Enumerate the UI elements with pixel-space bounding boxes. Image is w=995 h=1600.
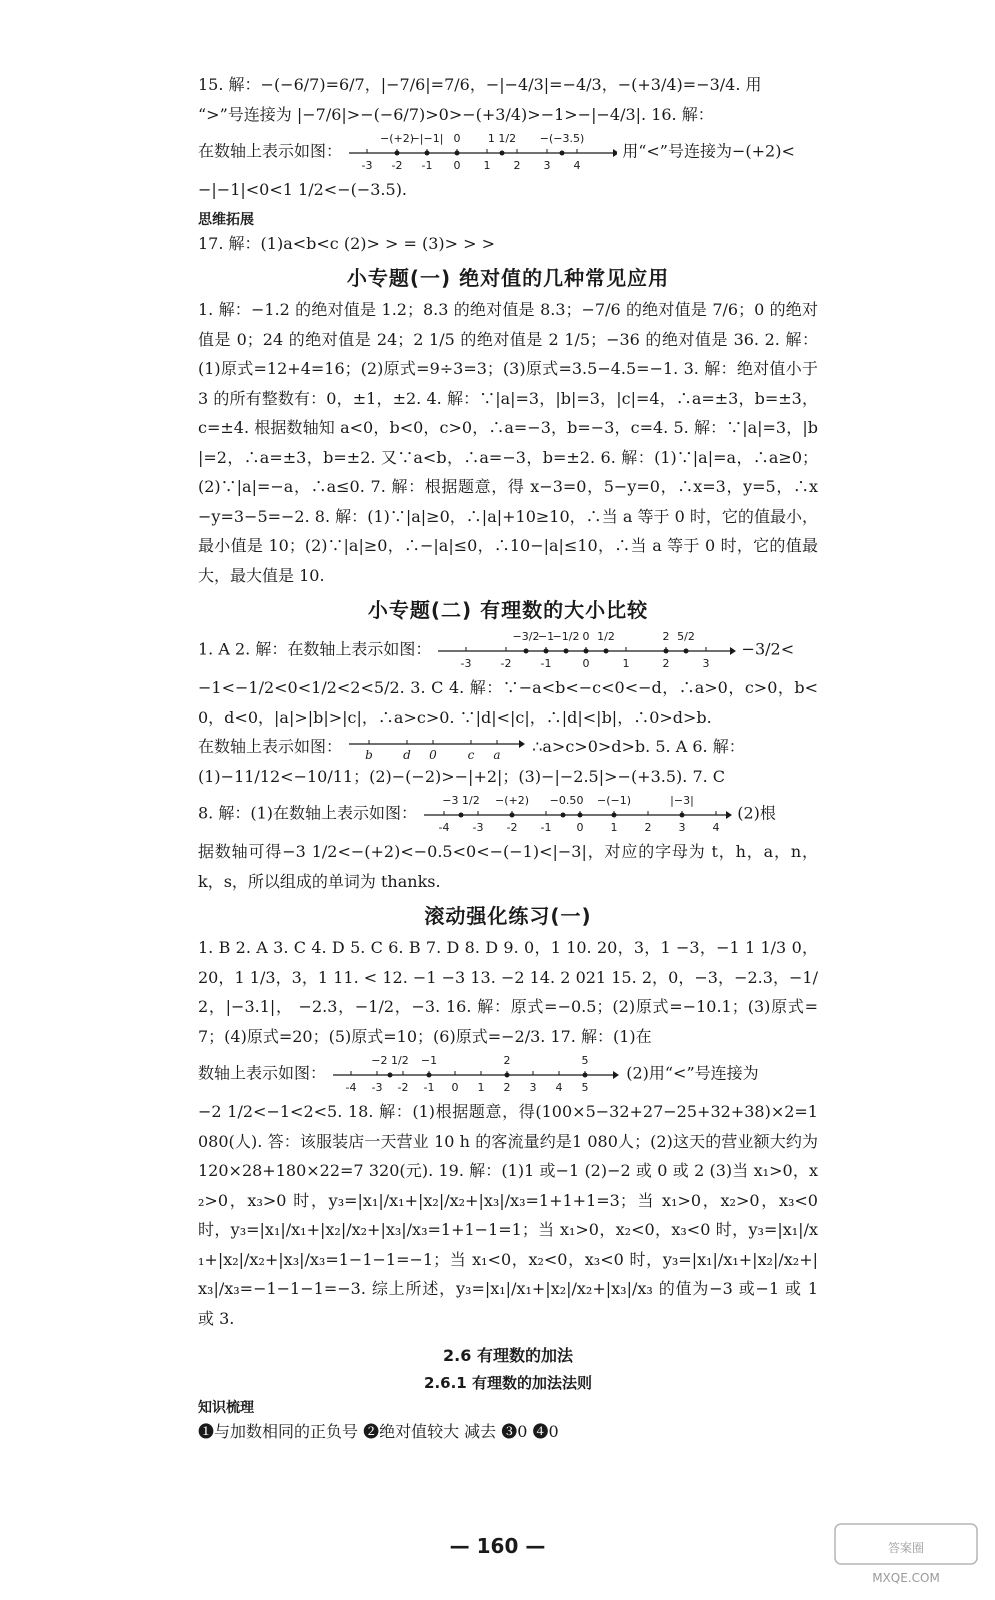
nl4-tick: -3 [472,821,484,834]
nl4-tick: -4 [438,821,450,834]
knowledge-items: ❶与加数相同的正负号 ❷绝对值较大 减去 ❸0 ❹0 [198,1422,559,1441]
number-line-2 [436,627,736,673]
answer-16-prefix: 在数轴上表示如图： [198,141,343,161]
nl5-tick: -1 [423,1081,435,1094]
number-line-5 [331,1051,621,1097]
watermark-logo [831,1520,981,1590]
number-line-3 [347,734,527,762]
st2-line3-prefix: 在数轴上表示如图： [198,737,343,756]
special-topic-2-line1 [198,627,818,673]
nl2-tick: -2 [500,657,512,670]
nl3-point: c [467,747,475,762]
watermark-line1: 答案圈 [887,1541,925,1555]
answer-15-line2: “>”号连接为 |−7/6|>−(−6/7)>0>−(+3/4)>−1>−|−4/3|. 16. 解： [198,104,714,124]
nl5-tick: 1 [477,1081,485,1094]
answer-15-line1: 15. 解：−(−6/7)=6/7，|−7/6|=7/6，−|−4/3|=−4/3，−(+3/4)=−3/4. 用 [198,75,762,94]
nl4-point: −3 1/2 [442,794,480,807]
special-topic-2-line2: −1<−1/2<0<1/2<2<5/2. 3. C 4. 解：∵−a<b<−c<0<−d，∴a>0，c>0，b<0，d<0，|a|>|b|>|c|，∴a>c>0. ∵|d|<|c|，∴|d|<|b|，∴0>d>b. [198,678,818,727]
nl3-point: b [365,747,373,762]
nl5-tick: 2 [503,1081,511,1094]
nl1-tick: -1 [421,159,433,172]
section-2-6-1-title: 2.6.1 有理数的加法法则 [424,1374,592,1392]
nl5-point: 2 [503,1054,511,1067]
st2-line5-prefix: 8. 解：(1)在数轴上表示如图： [198,803,418,823]
nl2-tick: 3 [702,657,710,670]
special-topic-2-title: 小专题(二) 有理数的大小比较 [367,598,649,622]
nl4-point: 0 [576,794,584,807]
watermark-line2: MXQE.COM [872,1571,940,1585]
st2-line5-suffix: (2)根 [737,803,776,823]
nl2-point: 1/2 [597,630,616,643]
nl4-point: |−3| [670,794,694,807]
nl4-tick: 1 [610,821,618,834]
nl4-tick: 4 [712,821,720,834]
nl1-tick: 2 [513,159,521,172]
nl1-point: 0 [453,132,461,145]
nl1-tick: -3 [361,159,373,172]
st2-line3-suffix: ∴a>c>0>d>b. 5. A 6. 解： [532,737,745,756]
section-label-knowledge: 知识梳理 [198,1400,254,1416]
nl2-point: 5/2 [677,630,696,643]
nl4-point: −(−1) [597,794,632,807]
special-topic-2-line5 [198,791,818,837]
review-1-text-3: −2 1/2<−1<2<5. 18. 解：(1)根据题意，得(100×5−32+27−25+32+38)×2=1 080(人). 答：该服装店一天营业 10 h 的客流量约是1 080人；(2)这天的营业额大约为 120×28+180×22=7 320(元). 19. 解：(1)1 或−1 (2)−2 或 0 或 2 (3)当 x₁>0，x₂>0，x₃>0 时，y₃=|x₁|/x₁+|x₂|/x₂+|x₃|/x₃=1+1+1=3；当 x₁>0，x₂>0，x₃<0 时，y₃=|x₁|/x₁+|x₂|/x₂+|x₃|/x₃=1+1−1=1；当 x₁>0，x₂<0，x₃<0 时，y₃=|x₁|/x₁+|x₂|/x₂+|x₃|/x₃=1−1−1=−1；当 x₁<0，x₂<0，x₃<0 时，y₃=|x₁|/x₁+|x₂|/x₂+|x₃|/x₃=−1−1−1=−3. 综上所述，y₃=|x₁|/x₁+|x₂|/x₂+|x₃|/x₃ 的值为−3 或−1 或 1 或 3. [198,1102,818,1328]
nl4-tick: 2 [644,821,652,834]
nl5-tick: 4 [555,1081,563,1094]
nl2-tick: -1 [540,657,552,670]
nl5-point: 5 [581,1054,589,1067]
nl5-tick: -4 [345,1081,357,1094]
nl2-tick: 0 [582,657,590,670]
nl2-tick: 1 [622,657,630,670]
nl4-tick: -2 [506,821,518,834]
nl5-point: −2 1/2 [371,1054,409,1067]
special-topic-2-line6: 据数轴可得−3 1/2<−(+2)<−0.5<0<−(−1)<|−3|，对应的字母为 t，h，a，n，k，s，所以组成的单词为 thanks. [198,842,818,891]
page-number: — 160 — [449,1534,546,1558]
nl5-tick: 3 [529,1081,537,1094]
review-1-line-numberline [198,1051,818,1097]
nl3-point: d [403,747,411,762]
nl2-point: −3/2 [512,630,540,643]
nl3-point: a [493,747,501,762]
nl5-tick: 0 [451,1081,459,1094]
nl2-tick: -3 [460,657,472,670]
answer-16-end: −|−1|<0<1 1/2<−(−3.5). [198,180,408,199]
nl2-point: 2 [662,630,670,643]
nl4-point: −(+2) [495,794,530,807]
number-line-1 [347,129,617,175]
nl1-tick: 0 [453,159,461,172]
nl3-point: 0 [429,747,437,762]
review-1-text-1: 1. B 2. A 3. C 4. D 5. C 6. B 7. D 8. D 9. 0，1 10. 20，3，1 −3，−1 1 1/3 0，20，1 1/3，3，1 11. < 12. −1 −3 13. −2 14. 2 021 15. 2，0，−3，−2.3，−1/2，|−3.1|， −2.3，−1/2，−3. 16. 解：原式=−0.5；(2)原式=−10.1；(3)原式=7；(4)原式=20；(5)原式=10；(6)原式=−2/3. 17. 解：(1)在 [198,938,818,1046]
special-topic-2-line4: (1)−11/12<−10/11；(2)−(−2)>−|+2|；(3)−|−2.5|>−(+3.5). 7. C [198,766,726,786]
nl5-tick: -3 [371,1081,383,1094]
special-topic-1-title: 小专题(一) 绝对值的几种常见应用 [346,266,670,290]
answer-16-suffix: 用“<”号连接为−(+2)< [622,141,795,161]
nl2-tick: 2 [662,657,670,670]
number-line-4 [422,791,732,837]
special-topic-2-line3 [198,732,818,762]
nl4-tick: 0 [576,821,584,834]
st2-line1-suffix: −3/2< [741,639,795,659]
review-1-nl-suffix: (2)用“<”号连接为 [626,1063,759,1083]
st2-line1-prefix: 1. A 2. 解：在数轴上表示如图： [198,639,432,659]
nl1-tick: 4 [573,159,581,172]
section-label-thinking: 思维拓展 [198,211,254,228]
nl1-point: −(−3.5) [539,132,585,145]
nl5-tick: 5 [581,1081,589,1094]
nl2-point: 0 [582,630,590,643]
nl4-tick: -1 [540,821,552,834]
nl5-point: −1 [421,1054,438,1067]
answer-16-line [198,129,818,175]
review-1-title: 滚动强化练习(一) [424,904,592,928]
nl1-tick: -2 [391,159,403,172]
nl1-point: −|−1| [410,132,444,145]
nl4-point: −0.5 [549,794,577,807]
special-topic-1-text: 1. 解：−1.2 的绝对值是 1.2；8.3 的绝对值是 8.3；−7/6 的绝对值是 7/6；0 的绝对值是 0；24 的绝对值是 24；2 1/5 的绝对值是 2 1/5；−36 的绝对值是 36. 2. 解：(1)原式=12+4=16；(2)原式=9÷3=3；(3)原式=3.5−4.5=−1. 3. 解：绝对值小于 3 的所有整数有：0，±1，±2. 4. 解：∵|a|=3，|b|=3，|c|=4，∴a=±3，b=±3，c=±4. 根据数轴知 a<0，b<0，c>0，∴a=−3，b=−3，c=4. 5. 解：∵|a|=3，|b|=2，∴a=±3，b=±2. 又∵a<b，∴a=−3，b=±2. 6. 解：(1)∵|a|=a，∴a≥0；(2)∵|a|=−a，∴a≤0. 7. 解：根据题意，得 x−3=0，5−y=0，∴x=3，y=5，∴x−y=3−5=−2. 8. 解：(1)∵|a|≥0，∴|a|+10≥10，∴当 a 等于 0 时，它的值最小，最小值是 10；(2)∵|a|≥0，∴−|a|≤0，∴10−|a|≤10，∴当 a 等于 0 时，它的值最大，最大值是 10. [198,300,818,585]
page-content [198,70,818,1447]
review-1-nl-prefix: 数轴上表示如图： [198,1063,327,1083]
nl1-point: −(+2) [380,132,415,145]
nl1-tick: 3 [543,159,551,172]
nl2-point: −1/2 [552,630,580,643]
nl2-point: −1 [538,630,555,643]
section-2-6-title: 2.6 有理数的加法 [443,1346,573,1365]
nl4-tick: 3 [678,821,686,834]
nl1-point: 1 1/2 [488,132,517,145]
nl1-tick: 1 [483,159,491,172]
nl5-tick: -2 [397,1081,409,1094]
answer-17: 17. 解：(1)a<b<c (2)> > = (3)> > > [198,233,496,253]
